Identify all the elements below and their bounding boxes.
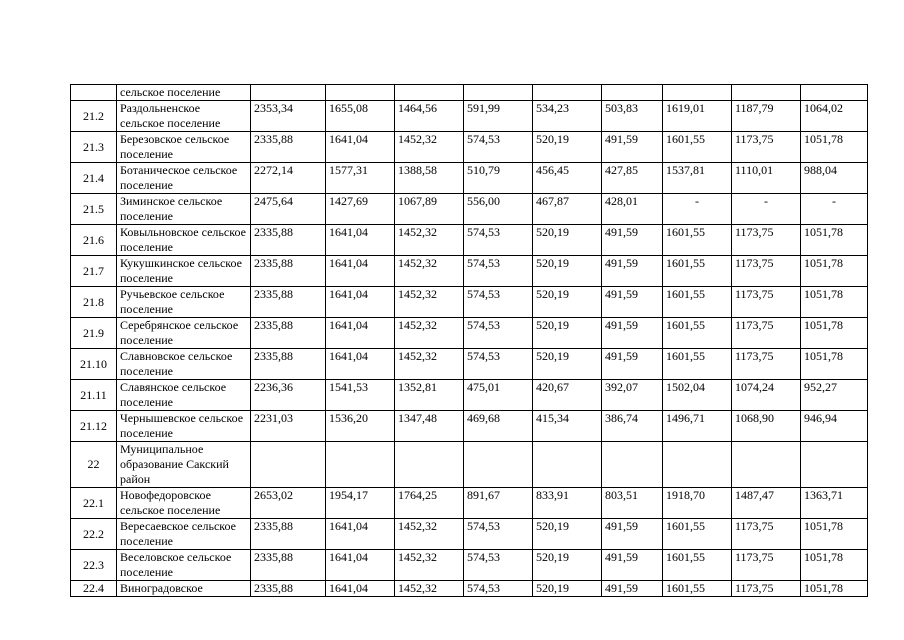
- value-cell: 574,53: [464, 132, 533, 163]
- value-cell: 1173,75: [732, 581, 801, 597]
- value-cell: 1173,75: [732, 256, 801, 287]
- value-cell: [326, 442, 395, 488]
- value-cell: 456,45: [533, 163, 602, 194]
- value-cell: 392,07: [602, 380, 663, 411]
- value-cell: 491,59: [602, 581, 663, 597]
- table-row: [71, 380, 868, 411]
- value-cell: 574,53: [464, 225, 533, 256]
- table-row: [71, 519, 868, 550]
- value-cell: 891,67: [464, 488, 533, 519]
- value-cell: 1641,04: [326, 132, 395, 163]
- value-cell: 2335,88: [251, 581, 326, 597]
- value-cell: 1452,32: [395, 225, 464, 256]
- value-cell: 1601,55: [663, 519, 732, 550]
- value-cell: 2335,88: [251, 318, 326, 349]
- row-number: 21.6: [71, 225, 117, 256]
- value-cell: 520,19: [533, 287, 602, 318]
- value-cell: 1067,89: [395, 194, 464, 225]
- value-cell: [602, 85, 663, 101]
- value-cell: 1452,32: [395, 287, 464, 318]
- value-cell: [464, 85, 533, 101]
- value-cell: 1641,04: [326, 225, 395, 256]
- settlement-name: Славянское сельское поселение: [117, 380, 251, 411]
- value-cell: 1187,79: [732, 101, 801, 132]
- value-cell: [801, 442, 868, 488]
- value-cell: 1452,32: [395, 581, 464, 597]
- value-cell: 1601,55: [663, 287, 732, 318]
- value-cell: 2653,02: [251, 488, 326, 519]
- value-cell: 1363,71: [801, 488, 868, 519]
- value-cell: 2335,88: [251, 256, 326, 287]
- value-cell: 1074,24: [732, 380, 801, 411]
- value-cell: 1173,75: [732, 287, 801, 318]
- value-cell: 1601,55: [663, 581, 732, 597]
- value-cell: 2236,36: [251, 380, 326, 411]
- value-cell: 1110,01: [732, 163, 801, 194]
- value-cell: 574,53: [464, 581, 533, 597]
- value-cell: 1601,55: [663, 225, 732, 256]
- value-cell: 1452,32: [395, 550, 464, 581]
- value-cell: 1601,55: [663, 256, 732, 287]
- value-cell: [395, 442, 464, 488]
- value-cell: 1452,32: [395, 349, 464, 380]
- value-cell: 1173,75: [732, 132, 801, 163]
- value-cell: 1502,04: [663, 380, 732, 411]
- row-number: 22.4: [71, 581, 117, 597]
- value-cell: 415,34: [533, 411, 602, 442]
- value-cell: 1601,55: [663, 132, 732, 163]
- value-cell: [663, 85, 732, 101]
- value-cell: [326, 85, 395, 101]
- value-cell: 491,59: [602, 256, 663, 287]
- row-number: 21.2: [71, 101, 117, 132]
- row-number: [71, 85, 117, 101]
- value-cell: 574,53: [464, 550, 533, 581]
- value-cell: 946,94: [801, 411, 868, 442]
- row-number: 21.7: [71, 256, 117, 287]
- value-cell: 1655,08: [326, 101, 395, 132]
- value-cell: [251, 442, 326, 488]
- value-cell: 520,19: [533, 225, 602, 256]
- value-cell: 1051,78: [801, 225, 868, 256]
- value-cell: 574,53: [464, 349, 533, 380]
- settlement-name: Чернышевское сельское поселение: [117, 411, 251, 442]
- row-number: 21.3: [71, 132, 117, 163]
- settlement-name: Муниципальное образование Сакский район: [117, 442, 251, 488]
- value-cell: 1173,75: [732, 225, 801, 256]
- table-row: [71, 225, 868, 256]
- value-cell: 420,67: [533, 380, 602, 411]
- value-cell: 491,59: [602, 519, 663, 550]
- value-cell: 833,91: [533, 488, 602, 519]
- settlement-name: Виноградовское: [117, 581, 251, 597]
- value-cell: 386,74: [602, 411, 663, 442]
- value-cell: 1641,04: [326, 287, 395, 318]
- value-cell: 1641,04: [326, 581, 395, 597]
- value-cell: 491,59: [602, 318, 663, 349]
- value-cell: 1173,75: [732, 318, 801, 349]
- value-cell: -: [663, 194, 732, 225]
- value-cell: 503,83: [602, 101, 663, 132]
- value-cell: 2335,88: [251, 287, 326, 318]
- value-cell: 2475,64: [251, 194, 326, 225]
- value-cell: 556,00: [464, 194, 533, 225]
- row-number: 21.12: [71, 411, 117, 442]
- value-cell: 1764,25: [395, 488, 464, 519]
- table-row: [71, 550, 868, 581]
- value-cell: 1051,78: [801, 287, 868, 318]
- table-row: [71, 101, 868, 132]
- table-row: [71, 194, 868, 225]
- value-cell: 534,23: [533, 101, 602, 132]
- row-number: 21.4: [71, 163, 117, 194]
- value-cell: 1918,70: [663, 488, 732, 519]
- table-row: [71, 85, 868, 101]
- value-cell: [533, 85, 602, 101]
- value-cell: 1051,78: [801, 349, 868, 380]
- value-cell: 1601,55: [663, 349, 732, 380]
- value-cell: 574,53: [464, 318, 533, 349]
- value-cell: 2335,88: [251, 550, 326, 581]
- value-cell: 2335,88: [251, 349, 326, 380]
- table-row: [71, 132, 868, 163]
- table-row: [71, 488, 868, 519]
- row-number: 21.11: [71, 380, 117, 411]
- value-cell: 591,99: [464, 101, 533, 132]
- value-cell: 574,53: [464, 519, 533, 550]
- value-cell: 1496,71: [663, 411, 732, 442]
- row-number: 21.5: [71, 194, 117, 225]
- value-cell: [251, 85, 326, 101]
- value-cell: 1537,81: [663, 163, 732, 194]
- value-cell: 520,19: [533, 349, 602, 380]
- value-cell: 1641,04: [326, 256, 395, 287]
- value-cell: 1601,55: [663, 550, 732, 581]
- value-cell: 1601,55: [663, 318, 732, 349]
- value-cell: 1641,04: [326, 318, 395, 349]
- value-cell: 1577,31: [326, 163, 395, 194]
- value-cell: 491,59: [602, 287, 663, 318]
- row-number: 22.2: [71, 519, 117, 550]
- value-cell: 1452,32: [395, 519, 464, 550]
- settlement-name: Серебрянское сельское поселение: [117, 318, 251, 349]
- value-cell: 520,19: [533, 256, 602, 287]
- settlement-name: Березовское сельское поселение: [117, 132, 251, 163]
- settlement-name: Кукушкинское сельское поселение: [117, 256, 251, 287]
- settlement-name: Ковыльновское сельское поселение: [117, 225, 251, 256]
- settlement-name: Раздольненское сельское поселение: [117, 101, 251, 132]
- settlement-name: Ручьевское сельское поселение: [117, 287, 251, 318]
- value-cell: 574,53: [464, 256, 533, 287]
- value-cell: 1452,32: [395, 318, 464, 349]
- settlement-name: Вересаевское сельское поселение: [117, 519, 251, 550]
- row-number: 22: [71, 442, 117, 488]
- value-cell: 2231,03: [251, 411, 326, 442]
- row-number: 22.3: [71, 550, 117, 581]
- value-cell: 1051,78: [801, 581, 868, 597]
- value-cell: 520,19: [533, 581, 602, 597]
- value-cell: 1051,78: [801, 519, 868, 550]
- value-cell: -: [732, 194, 801, 225]
- table-row: [71, 581, 868, 597]
- value-cell: [732, 442, 801, 488]
- value-cell: 2272,14: [251, 163, 326, 194]
- value-cell: 1541,53: [326, 380, 395, 411]
- value-cell: 1641,04: [326, 349, 395, 380]
- table-row: [71, 318, 868, 349]
- value-cell: 491,59: [602, 225, 663, 256]
- value-cell: 491,59: [602, 349, 663, 380]
- value-cell: 2335,88: [251, 132, 326, 163]
- value-cell: 1464,56: [395, 101, 464, 132]
- table-row: [71, 256, 868, 287]
- value-cell: 988,04: [801, 163, 868, 194]
- value-cell: 520,19: [533, 519, 602, 550]
- value-cell: 1051,78: [801, 132, 868, 163]
- value-cell: 520,19: [533, 132, 602, 163]
- value-cell: 491,59: [602, 550, 663, 581]
- table-row: [71, 349, 868, 380]
- settlement-name: сельское поселение: [117, 85, 251, 101]
- value-cell: 952,27: [801, 380, 868, 411]
- value-cell: 467,87: [533, 194, 602, 225]
- value-cell: 1347,48: [395, 411, 464, 442]
- row-number: 22.1: [71, 488, 117, 519]
- value-cell: [801, 85, 868, 101]
- value-cell: 2335,88: [251, 225, 326, 256]
- value-cell: 491,59: [602, 132, 663, 163]
- value-cell: 1064,02: [801, 101, 868, 132]
- value-cell: 1452,32: [395, 256, 464, 287]
- value-cell: [395, 85, 464, 101]
- value-cell: [533, 442, 602, 488]
- table-body: [71, 85, 868, 597]
- value-cell: 1051,78: [801, 318, 868, 349]
- value-cell: [602, 442, 663, 488]
- row-number: 21.10: [71, 349, 117, 380]
- value-cell: 1068,90: [732, 411, 801, 442]
- value-cell: 803,51: [602, 488, 663, 519]
- value-cell: [464, 442, 533, 488]
- value-cell: 1352,81: [395, 380, 464, 411]
- settlement-name: Зиминское сельское поселение: [117, 194, 251, 225]
- value-cell: 1954,17: [326, 488, 395, 519]
- settlement-name: Ботаническое сельское поселение: [117, 163, 251, 194]
- document-page: [70, 84, 868, 597]
- settlement-name: Новофедоровское сельское поселение: [117, 488, 251, 519]
- value-cell: 1452,32: [395, 132, 464, 163]
- tariff-table: [70, 84, 868, 597]
- settlement-name: Славновское сельское поселение: [117, 349, 251, 380]
- value-cell: 520,19: [533, 550, 602, 581]
- value-cell: 1641,04: [326, 519, 395, 550]
- value-cell: 2335,88: [251, 519, 326, 550]
- value-cell: 1173,75: [732, 519, 801, 550]
- value-cell: 1619,01: [663, 101, 732, 132]
- value-cell: 1051,78: [801, 256, 868, 287]
- table-row: [71, 287, 868, 318]
- value-cell: 1173,75: [732, 349, 801, 380]
- row-number: 21.9: [71, 318, 117, 349]
- table-row: [71, 411, 868, 442]
- row-number: 21.8: [71, 287, 117, 318]
- value-cell: 1173,75: [732, 550, 801, 581]
- table-row: [71, 442, 868, 488]
- table-row: [71, 163, 868, 194]
- value-cell: 574,53: [464, 287, 533, 318]
- value-cell: 1388,58: [395, 163, 464, 194]
- value-cell: 428,01: [602, 194, 663, 225]
- value-cell: 1641,04: [326, 550, 395, 581]
- value-cell: [663, 442, 732, 488]
- value-cell: 510,79: [464, 163, 533, 194]
- value-cell: 1487,47: [732, 488, 801, 519]
- value-cell: 1536,20: [326, 411, 395, 442]
- value-cell: 427,85: [602, 163, 663, 194]
- settlement-name: Веселовское сельское поселение: [117, 550, 251, 581]
- value-cell: 475,01: [464, 380, 533, 411]
- value-cell: [732, 85, 801, 101]
- value-cell: 1427,69: [326, 194, 395, 225]
- value-cell: 469,68: [464, 411, 533, 442]
- value-cell: 520,19: [533, 318, 602, 349]
- value-cell: 1051,78: [801, 550, 868, 581]
- value-cell: -: [801, 194, 868, 225]
- value-cell: 2353,34: [251, 101, 326, 132]
